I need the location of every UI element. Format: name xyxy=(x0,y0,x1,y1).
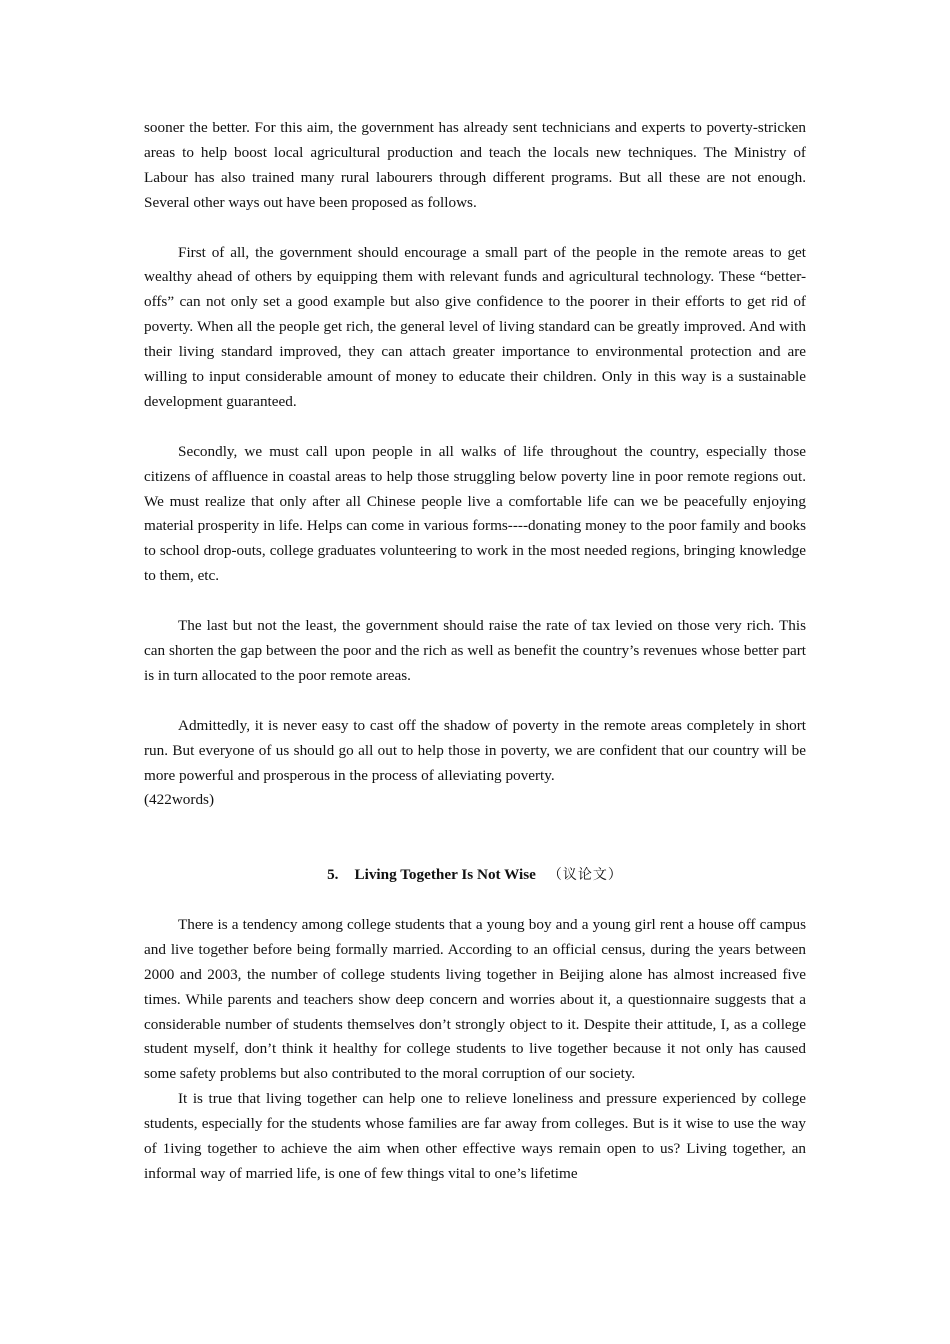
paragraph-tendency: There is a tendency among college students that a young boy and a young girl rent a house off campus and live together before being formally married. According to an official census, during the years between 2000 and 2003, the number of college students living together in Beijing alone has almost increased five times. While parents and teachers show deep concern and worries about it, a questionnaire suggests that a considerable number of students themselves don’t strongly object to it. Despite their attitude, I, as a college student myself, don’t think it healthy for college students to live together because it not only has caused some safety problems but also contributed to the moral corruption of our society. xyxy=(144,915,806,1083)
paragraph-continuation: sooner the better. For this aim, the government has already sent technicians and experts to poverty-stricken areas to help boost local agricultural production and teach the locals new techniques. The Ministry of Labour has also trained many rural labourers through different programs. But all these are not enough. Several other ways out have been proposed as follows. xyxy=(144,119,806,211)
section-number: 5. xyxy=(327,866,339,884)
paragraph-last-but-not-least: The last but not the least, the government should raise the rate of tax levied on those very rich. This can shorten the gap between the poor and the rich as well as benefit the country’s revenues whose better part is in turn allocated to the poor remote areas. xyxy=(144,617,806,684)
paragraph-secondly: Secondly, we must call upon people in all walks of life throughout the country, especially those citizens of affluence in coastal areas to help those struggling below poverty line in poor remote regions out. We must realize that only after all Chinese people live a comfortable life can we be peacefully enjoying material prosperity in life. Helps can come in various forms----donating money to the poor family and books to school drop-outs, college graduates volunteering to work in the most needed regions, bringing knowledge to them, etc. xyxy=(144,442,806,585)
paragraph-it-is-true: It is true that living together can help one to relieve loneliness and pressure experienced by college students, especially for the students whose families are far away from colleges. But is it wise to use the way of 1iving together to achieve the aim when other effective ways remain open to us? Living together, an informal way of married life, is one of few things vital to one’s lifetime xyxy=(144,1090,806,1182)
section-genre: （议论文） xyxy=(547,867,623,884)
paragraph-admittedly xyxy=(144,714,806,814)
word-count: (422words) xyxy=(144,791,215,809)
paragraph-first-of-all: First of all, the government should encourage a small part of the people in the remote areas to get wealthy ahead of others by equipping them with relevant funds and agricultural technology. These “better-offs” can not only set a good example but also give confidence to the poorer in their efforts to get rid of poverty. When all the people get rich, the general level of living standard can be greatly improved. And with their living standard improved, they can attach greater importance to environmental protection and are willing to input considerable amount of money to educate their children. Only in this way is a sustainable development guaranteed. xyxy=(144,243,806,410)
section-heading xyxy=(144,863,806,888)
document-page xyxy=(144,116,806,1187)
paragraph-admittedly-text: Admittedly, it is never easy to cast off the shadow of poverty in the remote areas completely in short run. But everyone of us should go all out to help those in poverty, we are confident that our country will be more powerful and prosperous in the process of alleviating poverty. xyxy=(144,716,806,784)
section-title: Living Together Is Not Wise xyxy=(354,866,536,884)
